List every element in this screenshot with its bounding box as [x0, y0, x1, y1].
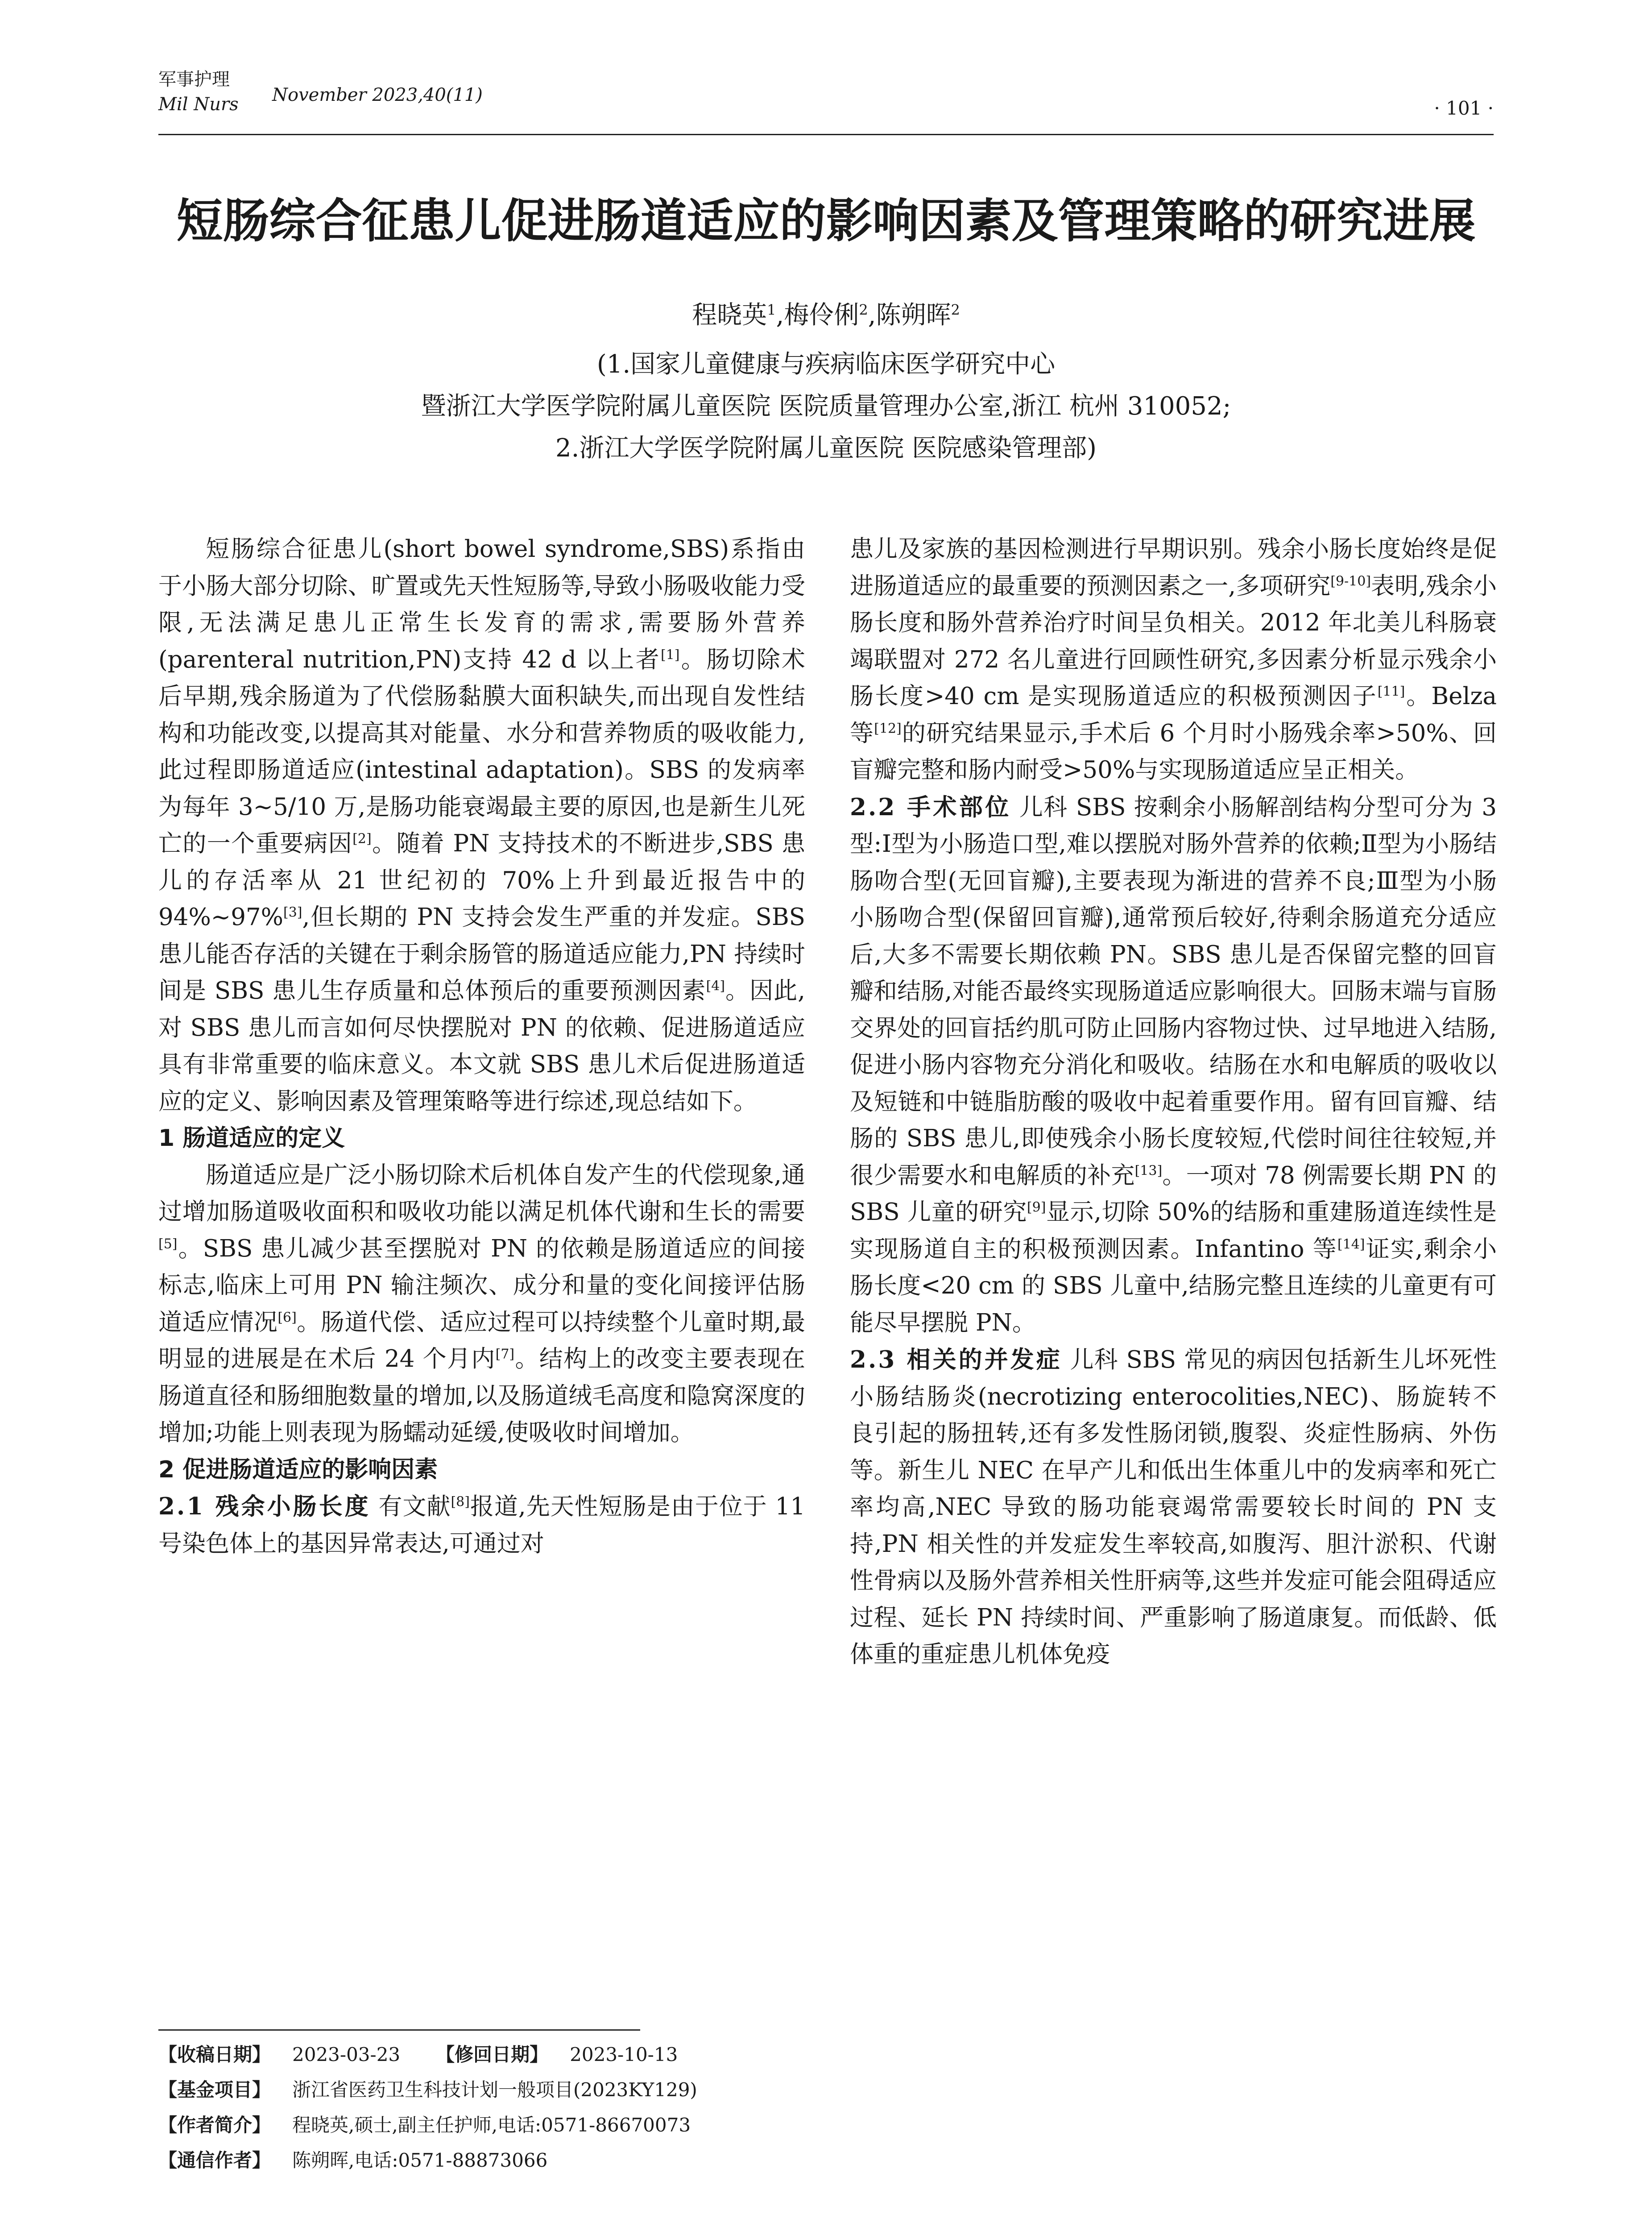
author-affiliation-mark: 2	[859, 301, 868, 319]
section-heading: 2 促进肠道适应的影响因素	[158, 1456, 438, 1483]
citation: [7]	[495, 1346, 515, 1362]
fund-label: 【基金项目】	[158, 2079, 271, 2101]
affiliation-line: 2.浙江大学医学院附属儿童医院 医院感染管理部)	[555, 434, 1097, 463]
citation: [9]	[1027, 1199, 1046, 1215]
author-name: 梅伶俐	[784, 301, 859, 330]
text: 。Belza 等	[850, 683, 1497, 747]
text: 报道,先天性短肠是由于位于 11 号染色体上的基因异常表达,可通过对	[158, 1493, 805, 1557]
text: 。一项对 78 例需要长期 PN 的 SBS 儿童的研究	[850, 1161, 1497, 1226]
text: 短肠综合征患儿(short bowel syndrome,SBS)系指由于小肠大部分切除、旷置或先天性短肠等,导致小肠吸收能力受限,无法满足患儿正常生长发育的需求,需要肠外营养(parenteral nutrition,PN)支持 42 d 以上者	[158, 535, 805, 673]
citation: [3]	[283, 904, 302, 921]
citation: [9-10]	[1330, 573, 1371, 589]
citation: [6]	[277, 1309, 297, 1325]
author-affiliation-mark: 1	[767, 301, 776, 319]
text: 显示,切除 50%的结肠和重建肠道连续性是实现肠道自主的积极预测因素。Infantino 等	[850, 1198, 1497, 1263]
subsection-label: 2.2 手术部位	[850, 793, 1011, 821]
text: ,但长期的 PN 支持会发生严重的并发症。SBS 患儿能否存活的关键在于剩余肠管的肠道适应能力,PN 持续时间是 SBS 患儿生存质量和总体预后的重要预测因素	[158, 904, 805, 1004]
author-bio-label: 【作者简介】	[158, 2114, 271, 2136]
text: 。因此,对 SBS 患儿而言如何尽快摆脱对 PN 的依赖、促进肠道适应具有非常重要的临床意义。本文就 SBS 患儿术后促进肠道适应的定义、影响因素及管理策略等进行综述,现总结如下。	[158, 977, 805, 1115]
text: 肠道适应是广泛小肠切除术后机体自发产生的代偿现象,通过增加肠道吸收面积和吸收功能以满足机体代谢和生长的需要	[158, 1161, 805, 1225]
affiliations	[134, 344, 1518, 469]
text: 。肠切除术后早期,残余肠道为了代偿肠黏膜大面积缺失,而出现自发性结构和功能改变,以提高其对能量、水分和营养物质的吸收能力,此过程即肠道适应(intestinal adaptation)。SBS 的发病率为每年 3~5/10 万,是肠功能衰竭最主要的原因,也是新生儿死亡的一个重要病因	[158, 646, 805, 857]
affiliation-line: (1.国家儿童健康与疾病临床医学研究中心	[596, 350, 1056, 379]
author-name: 陈朔晖	[876, 301, 951, 330]
subsection-label: 2.1 残余小肠长度	[158, 1493, 371, 1520]
header-divider	[158, 134, 1494, 135]
citation: [14]	[1337, 1236, 1365, 1252]
page-number: · 101 ·	[1434, 97, 1494, 119]
revised-date: 2023-10-13	[570, 2044, 678, 2065]
text: 。SBS 患儿减少甚至摆脱对 PN 的依赖是肠道适应的间接标志,临床上可用 PN 输注频次、成分和量的变化间接评估肠道适应情况	[158, 1235, 805, 1336]
fund-text: 浙江省医药卫生科技计划一般项目(2023KY129)	[292, 2079, 697, 2101]
corresponding-label: 【通信作者】	[158, 2149, 271, 2171]
citation: [4]	[706, 978, 725, 994]
text: 。结构上的改变主要表现在肠道直径和肠细胞数量的增加,以及肠道绒毛高度和隐窝深度的增加;功能上则表现为肠蠕动延缓,使吸收时间增加。	[158, 1345, 805, 1446]
corresponding-text: 陈朔晖,电话:0571-88873066	[292, 2149, 548, 2171]
text: 。肠道代偿、适应过程可以持续整个儿童时期,最明显的进展是在术后 24 个月内	[158, 1308, 805, 1373]
author-name: 程晓英	[692, 301, 767, 330]
text: 。随着 PN 支持技术的不断进步,SBS 患儿的存活率从 21 世纪初的 70%上升到最近报告中的 94%~97%	[158, 830, 805, 931]
journal-name	[158, 67, 239, 117]
affiliation-line: 暨浙江大学医学院附属儿童医院 医院质量管理办公室,浙江 杭州 310052;	[421, 392, 1231, 421]
journal-name-en: Mil Nurs	[158, 94, 239, 115]
body-column-left	[158, 531, 805, 1562]
subsection-2-2	[850, 789, 1497, 1342]
article-title: 短肠综合征患儿促进肠道适应的影响因素及管理策略的研究进展	[176, 194, 1476, 248]
author-affiliation-mark: 2	[951, 301, 960, 319]
received-label: 【收稿日期】	[158, 2044, 271, 2065]
subsection-2-1	[158, 1488, 805, 1562]
text: 的研究结果显示,手术后 6 个月时小肠残余率>50%、回盲瓣完整和肠内耐受>50%与实现肠道适应呈正相关。	[850, 719, 1497, 784]
revised-label: 【修回日期】	[436, 2044, 549, 2065]
citation: [2]	[352, 831, 372, 847]
text: 患儿及家族的基因检测进行早期识别。残余小肠长度始终是促进肠道适应的最重要的预测因素之一,多项研究	[850, 535, 1497, 600]
citation: [1]	[661, 647, 680, 663]
citation: [5]	[158, 1236, 178, 1252]
text: 有文献	[370, 1493, 451, 1520]
section1-paragraph	[158, 1157, 805, 1451]
citation: [12]	[874, 720, 902, 736]
citation: [11]	[1377, 684, 1405, 700]
text: 儿科 SBS 常见的病因包括新生儿坏死性小肠结肠炎(necrotizing enterocolities,NEC)、肠旋转不良引起的肠扭转,还有多发性肠闭锁,腹裂、炎症性肠病、外伤等。新生儿 NEC 在早产儿和低出生体重儿中的发病率和死亡率均高,NEC 导致的肠功能衰竭常需要较长时间的 PN 支持,PN 相关性的并发症发生率较高,如腹泻、胆汁淤积、代谢性骨病以及肠外营养相关性肝病等,这些并发症可能会阻碍适应过程、延长 PN 持续时间、严重影响了肠道康复。而低龄、低体重的重症患儿机体免疫	[850, 1346, 1497, 1668]
text: 证实,剩余小肠长度<20 cm 的 SBS 儿童中,结肠完整且连续的儿童更有可能尽早摆脱 PN。	[850, 1235, 1497, 1336]
body-column-right	[850, 531, 1497, 1673]
article-footnotes	[158, 2037, 805, 2178]
subsection-label: 2.3 相关的并发症	[850, 1346, 1062, 1373]
journal-name-cn: 军事护理	[158, 69, 230, 90]
footnote-divider	[158, 2029, 640, 2031]
subsection-2-1-cont	[850, 531, 1497, 789]
text: 表明,残余小肠长度和肠外营养治疗时间呈负相关。2012 年北美儿科肠衰竭联盟对 272 名儿童进行回顾性研究,多因素分析显示残余小肠长度>40 cm 是实现肠道适应的积极预测因子	[850, 572, 1497, 710]
citation: [8]	[451, 1494, 470, 1510]
section-heading: 1 肠道适应的定义	[158, 1125, 345, 1152]
author-list: 程晓英$^1$,梅伶俐$^2$,陈朔晖$^2$	[692, 301, 960, 330]
received-date: 2023-03-23	[292, 2044, 401, 2065]
intro-paragraph	[158, 531, 805, 1120]
issue-date: November 2023,40(11)	[272, 85, 483, 105]
citation: [13]	[1134, 1162, 1163, 1178]
subsection-2-3	[850, 1341, 1497, 1673]
author-bio-text: 程晓英,硕士,副主任护师,电话:0571-86670073	[292, 2114, 691, 2136]
text: 儿科 SBS 按剩余小肠解剖结构分型可分为 3 型:Ⅰ型为小肠造口型,难以摆脱对肠外营养的依赖;Ⅱ型为小肠结肠吻合型(无回盲瓣),主要表现为渐进的营养不良;Ⅲ型为小肠小肠吻合型(保留回盲瓣),通常预后较好,待剩余肠道充分适应后,大多不需要长期依赖 PN。SBS 患儿是否保留完整的回盲瓣和结肠,对能否最终实现肠道适应影响很大。回肠末端与盲肠交界处的回盲括约肌可防止回肠内容物过快、过早地进入结肠,促进小肠内容物充分消化和吸收。结肠在水和电解质的吸收以及短链和中链脂肪酸的吸收中起着重要作用。留有回盲瓣、结肠的 SBS 患儿,即使残余小肠长度较短,代偿时间往往较短,并很少需要水和电解质的补充	[850, 793, 1497, 1189]
